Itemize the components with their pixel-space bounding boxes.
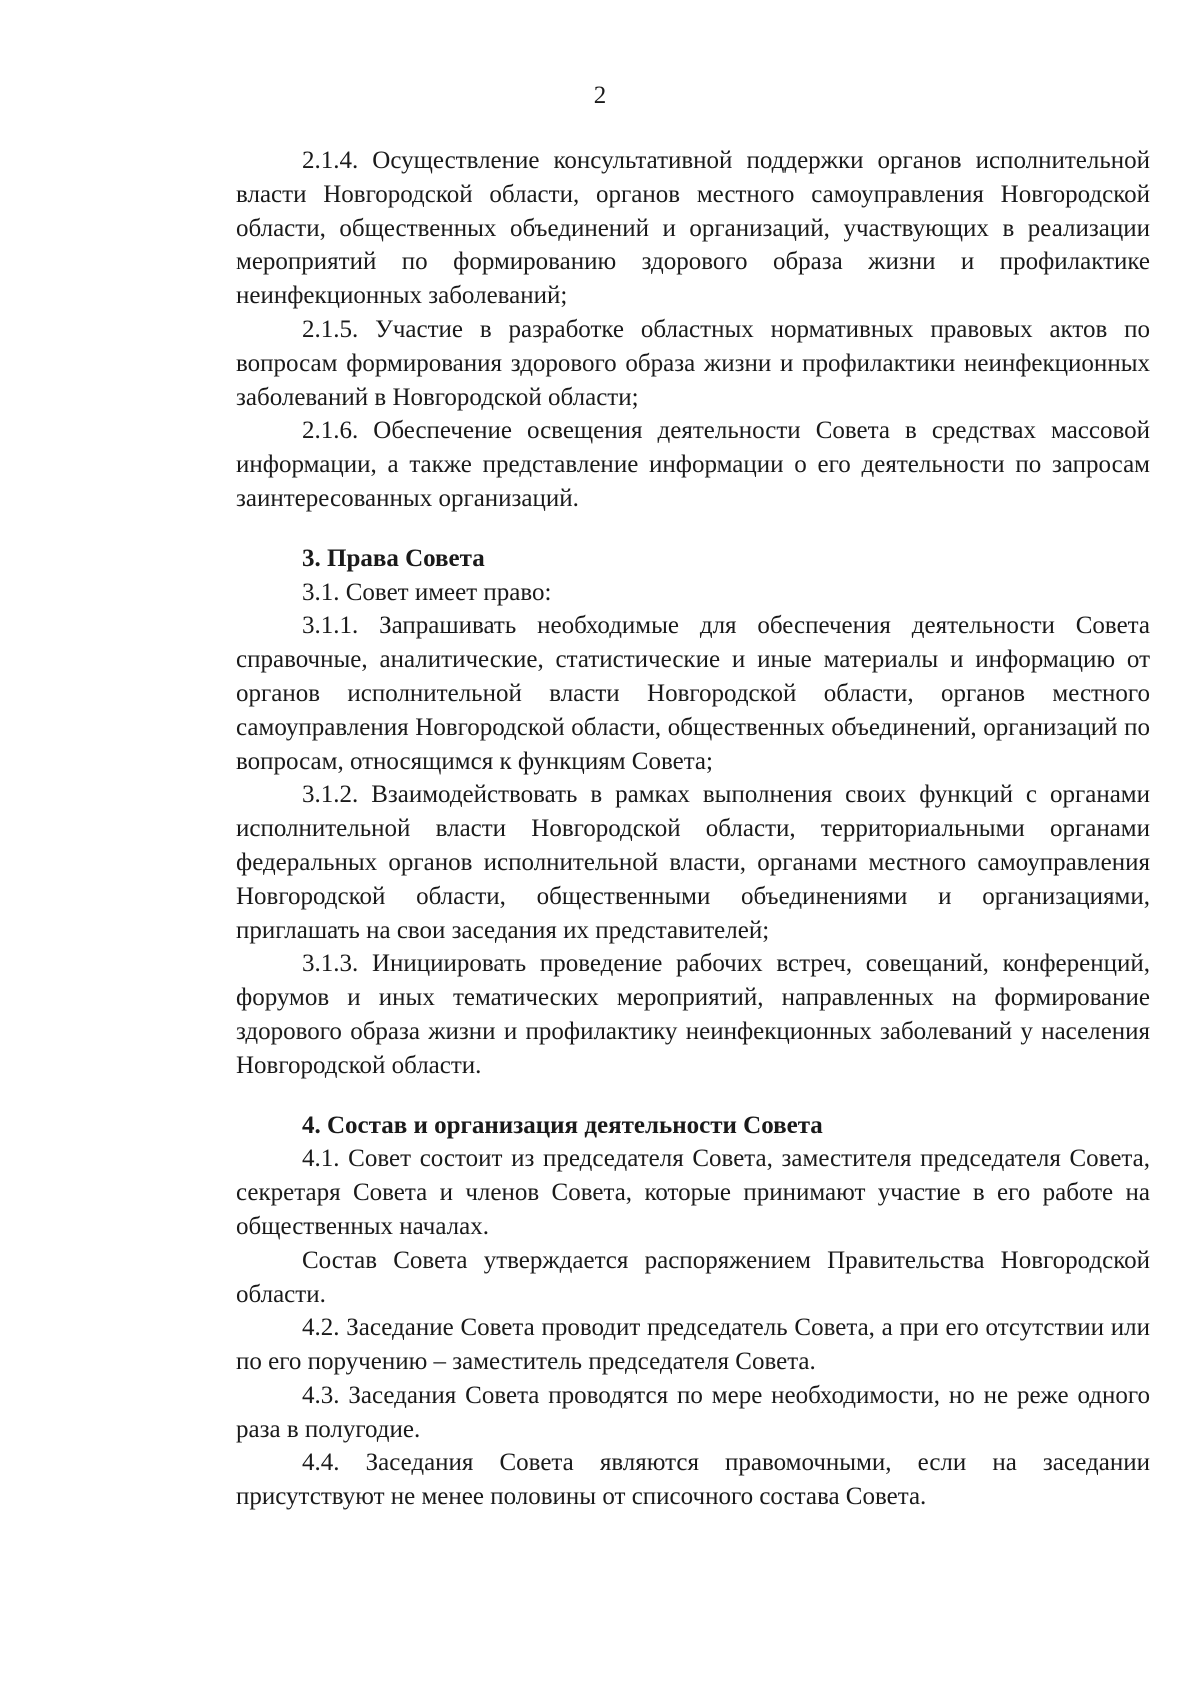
paragraph-4-2: 4.2. Заседание Совета проводит председатель Совета, а при его отсутствии или по его поручению – заместитель председателя Совета.: [236, 1314, 1150, 1376]
paragraph-3-1-3: 3.1.3. Инициировать проведение рабочих встреч, совещаний, конференций, форумов и иных тематических мероприятий, направленных на формирование здорового образа жизни и профилактику неинфекционных заболеваний у населения Новгородской области.: [236, 950, 1150, 1079]
paragraph-4-3: 4.3. Заседания Совета проводятся по мере необходимости, но не реже одного раза в полугодие.: [236, 1381, 1150, 1443]
section-4-heading: 4. Состав и организация деятельности Совета: [302, 1111, 823, 1139]
paragraph-3-1-2: 3.1.2. Взаимодействовать в рамках выполнения своих функций с органами исполнительной власти Новгородской области, территориальными органами федеральных органов исполнительной власти, органами местного самоуправления Новгородской области, общественными объединениями и организациями, приглашать на свои заседания их представителей;: [236, 781, 1150, 944]
page-number: 2: [593, 82, 607, 109]
paragraph-2-1-4: 2.1.4. Осуществление консультативной поддержки органов исполнительной власти Новгородской области, органов местного самоуправления Новгородской области, общественных объединений и организаций, участвующих в реализации мероприятий по формированию здорового образа жизни и профилактике неинфекционных заболеваний;: [236, 147, 1150, 310]
paragraph-3-1-1: 3.1.1. Запрашивать необходимые для обеспечения деятельности Совета справочные, аналитические, статистические и иные материалы и информацию от органов исполнительной власти Новгородской области, органов местного самоуправления Новгородской области, общественных объединений, организаций по вопросам, относящимся к функциям Совета;: [236, 612, 1150, 775]
document-body: [236, 144, 1150, 1514]
paragraph-4-4: 4.4. Заседания Совета являются правомочными, если на заседании присутствуют не менее половины от списочного состава Совета.: [236, 1449, 1150, 1511]
paragraph-4-1: 4.1. Совет состоит из председателя Совета, заместителя председателя Совета, секретаря Совета и членов Совета, которые принимают участие в его работе на общественных началах.: [236, 1145, 1150, 1240]
section-3-heading: 3. Права Совета: [302, 544, 485, 572]
paragraph-3-1: 3.1. Совет имеет право:: [302, 578, 552, 606]
paragraph-council-composition: Состав Совета утверждается распоряжением Правительства Новгородской области.: [236, 1246, 1150, 1308]
paragraph-2-1-6: 2.1.6. Обеспечение освещения деятельности Совета в средствах массовой информации, а также представление информации о его деятельности по запросам заинтересованных организаций.: [236, 417, 1150, 512]
paragraph-2-1-5: 2.1.5. Участие в разработке областных нормативных правовых актов по вопросам формирования здорового образа жизни и профилактики неинфекционных заболеваний в Новгородской области;: [236, 315, 1150, 411]
